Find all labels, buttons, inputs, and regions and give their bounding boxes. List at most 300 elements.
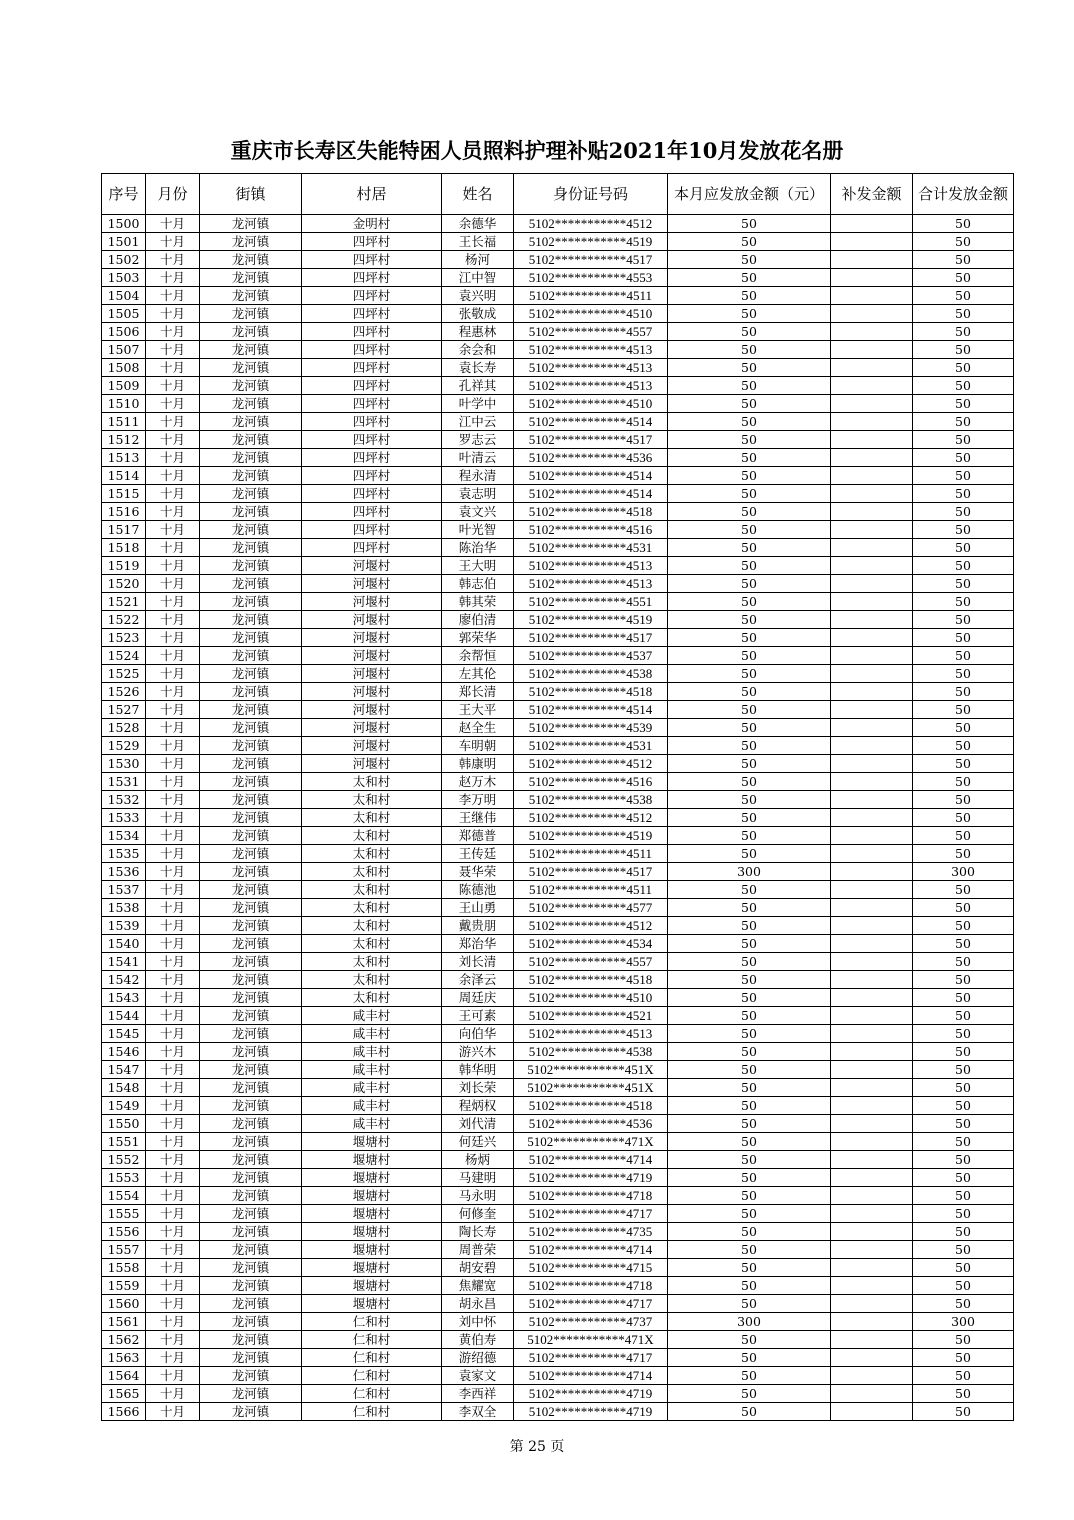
serial-cell: 1539	[102, 917, 146, 935]
monthly-amount-cell: 50	[668, 467, 831, 485]
month-cell: 十月	[146, 269, 200, 287]
serial-cell: 1501	[102, 233, 146, 251]
column-header: 补发金额	[831, 174, 913, 215]
id-number-cell: 5102***********4536	[514, 1115, 668, 1133]
total-amount-cell: 50	[913, 1007, 1014, 1025]
name-cell: 叶学中	[442, 395, 514, 413]
village-cell: 四坪村	[302, 287, 442, 305]
table-row	[102, 1187, 1014, 1205]
monthly-amount-cell: 50	[668, 251, 831, 269]
serial-cell: 1509	[102, 377, 146, 395]
name-cell: 杨炳	[442, 1151, 514, 1169]
monthly-amount-cell: 50	[668, 1061, 831, 1079]
monthly-amount-cell: 50	[668, 593, 831, 611]
total-amount-cell: 50	[913, 395, 1014, 413]
monthly-amount-cell: 50	[668, 683, 831, 701]
monthly-amount-cell: 50	[668, 629, 831, 647]
name-cell: 罗志云	[442, 431, 514, 449]
total-amount-cell: 50	[913, 1349, 1014, 1367]
column-header: 月份	[146, 174, 200, 215]
column-header: 身份证号码	[514, 174, 668, 215]
month-cell: 十月	[146, 845, 200, 863]
town-cell: 龙河镇	[200, 1241, 302, 1259]
serial-cell: 1506	[102, 323, 146, 341]
month-cell: 十月	[146, 1169, 200, 1187]
name-cell: 王可素	[442, 1007, 514, 1025]
serial-cell: 1522	[102, 611, 146, 629]
town-cell: 龙河镇	[200, 863, 302, 881]
id-number-cell: 5102***********4513	[514, 341, 668, 359]
name-cell: 袁兴明	[442, 287, 514, 305]
village-cell: 太和村	[302, 953, 442, 971]
serial-cell: 1510	[102, 395, 146, 413]
supplement-amount-cell	[831, 1205, 913, 1223]
town-cell: 龙河镇	[200, 557, 302, 575]
village-cell: 四坪村	[302, 305, 442, 323]
supplement-amount-cell	[831, 1169, 913, 1187]
monthly-amount-cell: 50	[668, 413, 831, 431]
total-amount-cell: 300	[913, 863, 1014, 881]
column-header: 序号	[102, 174, 146, 215]
name-cell: 陈治华	[442, 539, 514, 557]
town-cell: 龙河镇	[200, 1313, 302, 1331]
month-cell: 十月	[146, 917, 200, 935]
name-cell: 胡安碧	[442, 1259, 514, 1277]
serial-cell: 1564	[102, 1367, 146, 1385]
id-number-cell: 5102***********4510	[514, 305, 668, 323]
column-header: 村居	[302, 174, 442, 215]
monthly-amount-cell: 50	[668, 233, 831, 251]
town-cell: 龙河镇	[200, 1079, 302, 1097]
month-cell: 十月	[146, 1097, 200, 1115]
name-cell: 马永明	[442, 1187, 514, 1205]
supplement-amount-cell	[831, 521, 913, 539]
table-row	[102, 359, 1014, 377]
village-cell: 仁和村	[302, 1331, 442, 1349]
total-amount-cell: 50	[913, 683, 1014, 701]
village-cell: 太和村	[302, 971, 442, 989]
town-cell: 龙河镇	[200, 1331, 302, 1349]
town-cell: 龙河镇	[200, 485, 302, 503]
serial-cell: 1553	[102, 1169, 146, 1187]
month-cell: 十月	[146, 557, 200, 575]
village-cell: 河堰村	[302, 755, 442, 773]
id-number-cell: 5102***********4553	[514, 269, 668, 287]
supplement-amount-cell	[831, 773, 913, 791]
village-cell: 河堰村	[302, 683, 442, 701]
id-number-cell: 5102***********4719	[514, 1385, 668, 1403]
table-row	[102, 395, 1014, 413]
serial-cell: 1551	[102, 1133, 146, 1151]
total-amount-cell: 50	[913, 377, 1014, 395]
town-cell: 龙河镇	[200, 611, 302, 629]
supplement-amount-cell	[831, 251, 913, 269]
id-number-cell: 5102***********4513	[514, 557, 668, 575]
supplement-amount-cell	[831, 377, 913, 395]
table-row	[102, 1241, 1014, 1259]
total-amount-cell: 50	[913, 935, 1014, 953]
month-cell: 十月	[146, 1223, 200, 1241]
table-row	[102, 1151, 1014, 1169]
village-cell: 堰塘村	[302, 1205, 442, 1223]
table-row	[102, 755, 1014, 773]
total-amount-cell: 50	[913, 1277, 1014, 1295]
supplement-amount-cell	[831, 215, 913, 233]
village-cell: 堰塘村	[302, 1277, 442, 1295]
total-amount-cell: 50	[913, 809, 1014, 827]
serial-cell: 1556	[102, 1223, 146, 1241]
total-amount-cell: 50	[913, 341, 1014, 359]
village-cell: 堰塘村	[302, 1295, 442, 1313]
village-cell: 四坪村	[302, 269, 442, 287]
town-cell: 龙河镇	[200, 1007, 302, 1025]
town-cell: 龙河镇	[200, 1133, 302, 1151]
month-cell: 十月	[146, 395, 200, 413]
monthly-amount-cell: 50	[668, 1151, 831, 1169]
town-cell: 龙河镇	[200, 269, 302, 287]
serial-cell: 1562	[102, 1331, 146, 1349]
total-amount-cell: 50	[913, 845, 1014, 863]
name-cell: 车明朝	[442, 737, 514, 755]
month-cell: 十月	[146, 1313, 200, 1331]
serial-cell: 1523	[102, 629, 146, 647]
column-header: 合计发放金额	[913, 174, 1014, 215]
id-number-cell: 5102***********4519	[514, 611, 668, 629]
monthly-amount-cell: 50	[668, 701, 831, 719]
supplement-amount-cell	[831, 485, 913, 503]
monthly-amount-cell: 50	[668, 359, 831, 377]
village-cell: 四坪村	[302, 467, 442, 485]
serial-cell: 1546	[102, 1043, 146, 1061]
id-number-cell: 5102***********4519	[514, 827, 668, 845]
month-cell: 十月	[146, 989, 200, 1007]
supplement-amount-cell	[831, 719, 913, 737]
town-cell: 龙河镇	[200, 791, 302, 809]
name-cell: 戴贵朋	[442, 917, 514, 935]
village-cell: 咸丰村	[302, 1097, 442, 1115]
village-cell: 四坪村	[302, 323, 442, 341]
month-cell: 十月	[146, 665, 200, 683]
monthly-amount-cell: 50	[668, 1187, 831, 1205]
monthly-amount-cell: 50	[668, 575, 831, 593]
id-number-cell: 5102***********4519	[514, 233, 668, 251]
id-number-cell: 5102***********4534	[514, 935, 668, 953]
village-cell: 太和村	[302, 917, 442, 935]
supplement-amount-cell	[831, 1223, 913, 1241]
supplement-amount-cell	[831, 953, 913, 971]
name-cell: 廖伯清	[442, 611, 514, 629]
month-cell: 十月	[146, 935, 200, 953]
town-cell: 龙河镇	[200, 845, 302, 863]
village-cell: 太和村	[302, 845, 442, 863]
id-number-cell: 5102***********4517	[514, 251, 668, 269]
total-amount-cell: 50	[913, 1385, 1014, 1403]
total-amount-cell: 50	[913, 881, 1014, 899]
monthly-amount-cell: 50	[668, 809, 831, 827]
town-cell: 龙河镇	[200, 539, 302, 557]
name-cell: 刘长荣	[442, 1079, 514, 1097]
town-cell: 龙河镇	[200, 233, 302, 251]
name-cell: 李双全	[442, 1403, 514, 1421]
month-cell: 十月	[146, 755, 200, 773]
village-cell: 河堰村	[302, 665, 442, 683]
supplement-amount-cell	[831, 935, 913, 953]
id-number-cell: 5102***********451X	[514, 1079, 668, 1097]
id-number-cell: 5102***********4517	[514, 629, 668, 647]
serial-cell: 1540	[102, 935, 146, 953]
month-cell: 十月	[146, 1367, 200, 1385]
total-amount-cell: 50	[913, 1367, 1014, 1385]
id-number-cell: 5102***********4538	[514, 791, 668, 809]
village-cell: 仁和村	[302, 1313, 442, 1331]
monthly-amount-cell: 50	[668, 449, 831, 467]
monthly-amount-cell: 50	[668, 1169, 831, 1187]
month-cell: 十月	[146, 953, 200, 971]
supplement-amount-cell	[831, 1115, 913, 1133]
month-cell: 十月	[146, 521, 200, 539]
month-cell: 十月	[146, 683, 200, 701]
monthly-amount-cell: 50	[668, 269, 831, 287]
table-row	[102, 719, 1014, 737]
monthly-amount-cell: 50	[668, 773, 831, 791]
month-cell: 十月	[146, 1385, 200, 1403]
village-cell: 四坪村	[302, 341, 442, 359]
table-row	[102, 1277, 1014, 1295]
name-cell: 刘代清	[442, 1115, 514, 1133]
serial-cell: 1516	[102, 503, 146, 521]
serial-cell: 1552	[102, 1151, 146, 1169]
month-cell: 十月	[146, 377, 200, 395]
id-number-cell: 5102***********4537	[514, 647, 668, 665]
total-amount-cell: 50	[913, 1187, 1014, 1205]
supplement-amount-cell	[831, 1097, 913, 1115]
supplement-amount-cell	[831, 1079, 913, 1097]
name-cell: 何修奎	[442, 1205, 514, 1223]
town-cell: 龙河镇	[200, 1151, 302, 1169]
monthly-amount-cell: 50	[668, 791, 831, 809]
name-cell: 杨河	[442, 251, 514, 269]
serial-cell: 1512	[102, 431, 146, 449]
id-number-cell: 5102***********4513	[514, 359, 668, 377]
monthly-amount-cell: 50	[668, 1349, 831, 1367]
name-cell: 聂华荣	[442, 863, 514, 881]
month-cell: 十月	[146, 827, 200, 845]
town-cell: 龙河镇	[200, 773, 302, 791]
town-cell: 龙河镇	[200, 251, 302, 269]
table-row	[102, 251, 1014, 269]
supplement-amount-cell	[831, 989, 913, 1007]
table-row	[102, 827, 1014, 845]
supplement-amount-cell	[831, 899, 913, 917]
village-cell: 四坪村	[302, 521, 442, 539]
village-cell: 四坪村	[302, 539, 442, 557]
supplement-amount-cell	[831, 1151, 913, 1169]
serial-cell: 1560	[102, 1295, 146, 1313]
month-cell: 十月	[146, 1331, 200, 1349]
month-cell: 十月	[146, 719, 200, 737]
id-number-cell: 5102***********4735	[514, 1223, 668, 1241]
serial-cell: 1511	[102, 413, 146, 431]
name-cell: 韩康明	[442, 755, 514, 773]
supplement-amount-cell	[831, 701, 913, 719]
supplement-amount-cell	[831, 1259, 913, 1277]
month-cell: 十月	[146, 1151, 200, 1169]
table-row	[102, 809, 1014, 827]
total-amount-cell: 50	[913, 737, 1014, 755]
month-cell: 十月	[146, 503, 200, 521]
total-amount-cell: 50	[913, 1151, 1014, 1169]
month-cell: 十月	[146, 449, 200, 467]
village-cell: 咸丰村	[302, 1079, 442, 1097]
month-cell: 十月	[146, 215, 200, 233]
supplement-amount-cell	[831, 503, 913, 521]
month-cell: 十月	[146, 899, 200, 917]
supplement-amount-cell	[831, 323, 913, 341]
monthly-amount-cell: 50	[668, 557, 831, 575]
name-cell: 叶清云	[442, 449, 514, 467]
serial-cell: 1528	[102, 719, 146, 737]
supplement-amount-cell	[831, 395, 913, 413]
name-cell: 程永清	[442, 467, 514, 485]
town-cell: 龙河镇	[200, 1043, 302, 1061]
table-row	[102, 1349, 1014, 1367]
village-cell: 四坪村	[302, 395, 442, 413]
serial-cell: 1543	[102, 989, 146, 1007]
village-cell: 四坪村	[302, 251, 442, 269]
town-cell: 龙河镇	[200, 503, 302, 521]
village-cell: 仁和村	[302, 1403, 442, 1421]
serial-cell: 1555	[102, 1205, 146, 1223]
id-number-cell: 5102***********4512	[514, 755, 668, 773]
table-row	[102, 845, 1014, 863]
name-cell: 游绍德	[442, 1349, 514, 1367]
table-row	[102, 665, 1014, 683]
table-row	[102, 215, 1014, 233]
town-cell: 龙河镇	[200, 1061, 302, 1079]
monthly-amount-cell: 50	[668, 1367, 831, 1385]
monthly-amount-cell: 50	[668, 323, 831, 341]
id-number-cell: 5102***********4717	[514, 1295, 668, 1313]
total-amount-cell: 50	[913, 503, 1014, 521]
id-number-cell: 5102***********4715	[514, 1259, 668, 1277]
total-amount-cell: 50	[913, 899, 1014, 917]
table-row	[102, 683, 1014, 701]
town-cell: 龙河镇	[200, 935, 302, 953]
month-cell: 十月	[146, 1295, 200, 1313]
monthly-amount-cell: 50	[668, 953, 831, 971]
month-cell: 十月	[146, 305, 200, 323]
total-amount-cell: 50	[913, 593, 1014, 611]
id-number-cell: 5102***********4517	[514, 863, 668, 881]
total-amount-cell: 50	[913, 1025, 1014, 1043]
village-cell: 河堰村	[302, 719, 442, 737]
supplement-amount-cell	[831, 1403, 913, 1421]
total-amount-cell: 50	[913, 305, 1014, 323]
village-cell: 四坪村	[302, 413, 442, 431]
roster-table	[101, 173, 1014, 1421]
supplement-amount-cell	[831, 233, 913, 251]
id-number-cell: 5102***********4714	[514, 1367, 668, 1385]
total-amount-cell: 50	[913, 539, 1014, 557]
table-row	[102, 791, 1014, 809]
table-row	[102, 899, 1014, 917]
table-row	[102, 377, 1014, 395]
serial-cell: 1517	[102, 521, 146, 539]
id-number-cell: 5102***********4511	[514, 287, 668, 305]
month-cell: 十月	[146, 575, 200, 593]
town-cell: 龙河镇	[200, 647, 302, 665]
total-amount-cell: 50	[913, 485, 1014, 503]
village-cell: 河堰村	[302, 701, 442, 719]
monthly-amount-cell: 50	[668, 215, 831, 233]
id-number-cell: 5102***********471X	[514, 1331, 668, 1349]
table-row	[102, 863, 1014, 881]
column-header: 姓名	[442, 174, 514, 215]
serial-cell: 1533	[102, 809, 146, 827]
town-cell: 龙河镇	[200, 953, 302, 971]
serial-cell: 1521	[102, 593, 146, 611]
table-row	[102, 737, 1014, 755]
table-row	[102, 1115, 1014, 1133]
supplement-amount-cell	[831, 539, 913, 557]
serial-cell: 1530	[102, 755, 146, 773]
monthly-amount-cell: 50	[668, 1025, 831, 1043]
village-cell: 河堰村	[302, 629, 442, 647]
serial-cell: 1529	[102, 737, 146, 755]
id-number-cell: 5102***********4577	[514, 899, 668, 917]
month-cell: 十月	[146, 1007, 200, 1025]
id-number-cell: 5102***********4518	[514, 683, 668, 701]
id-number-cell: 5102***********4510	[514, 989, 668, 1007]
month-cell: 十月	[146, 1403, 200, 1421]
name-cell: 韩志伯	[442, 575, 514, 593]
supplement-amount-cell	[831, 611, 913, 629]
supplement-amount-cell	[831, 845, 913, 863]
serial-cell: 1513	[102, 449, 146, 467]
serial-cell: 1538	[102, 899, 146, 917]
town-cell: 龙河镇	[200, 809, 302, 827]
village-cell: 四坪村	[302, 449, 442, 467]
village-cell: 四坪村	[302, 377, 442, 395]
serial-cell: 1548	[102, 1079, 146, 1097]
serial-cell: 1547	[102, 1061, 146, 1079]
town-cell: 龙河镇	[200, 1367, 302, 1385]
town-cell: 龙河镇	[200, 1277, 302, 1295]
village-cell: 四坪村	[302, 359, 442, 377]
serial-cell: 1544	[102, 1007, 146, 1025]
village-cell: 咸丰村	[302, 1043, 442, 1061]
month-cell: 十月	[146, 341, 200, 359]
id-number-cell: 5102***********4521	[514, 1007, 668, 1025]
name-cell: 叶光智	[442, 521, 514, 539]
name-cell: 王山勇	[442, 899, 514, 917]
table-row	[102, 1133, 1014, 1151]
name-cell: 王大平	[442, 701, 514, 719]
table-row	[102, 647, 1014, 665]
id-number-cell: 5102***********4510	[514, 395, 668, 413]
serial-cell: 1508	[102, 359, 146, 377]
serial-cell: 1558	[102, 1259, 146, 1277]
total-amount-cell: 50	[913, 719, 1014, 737]
village-cell: 堰塘村	[302, 1169, 442, 1187]
supplement-amount-cell	[831, 1133, 913, 1151]
supplement-amount-cell	[831, 305, 913, 323]
table-row	[102, 917, 1014, 935]
monthly-amount-cell: 50	[668, 1223, 831, 1241]
table-row	[102, 521, 1014, 539]
month-cell: 十月	[146, 1277, 200, 1295]
monthly-amount-cell: 50	[668, 1079, 831, 1097]
